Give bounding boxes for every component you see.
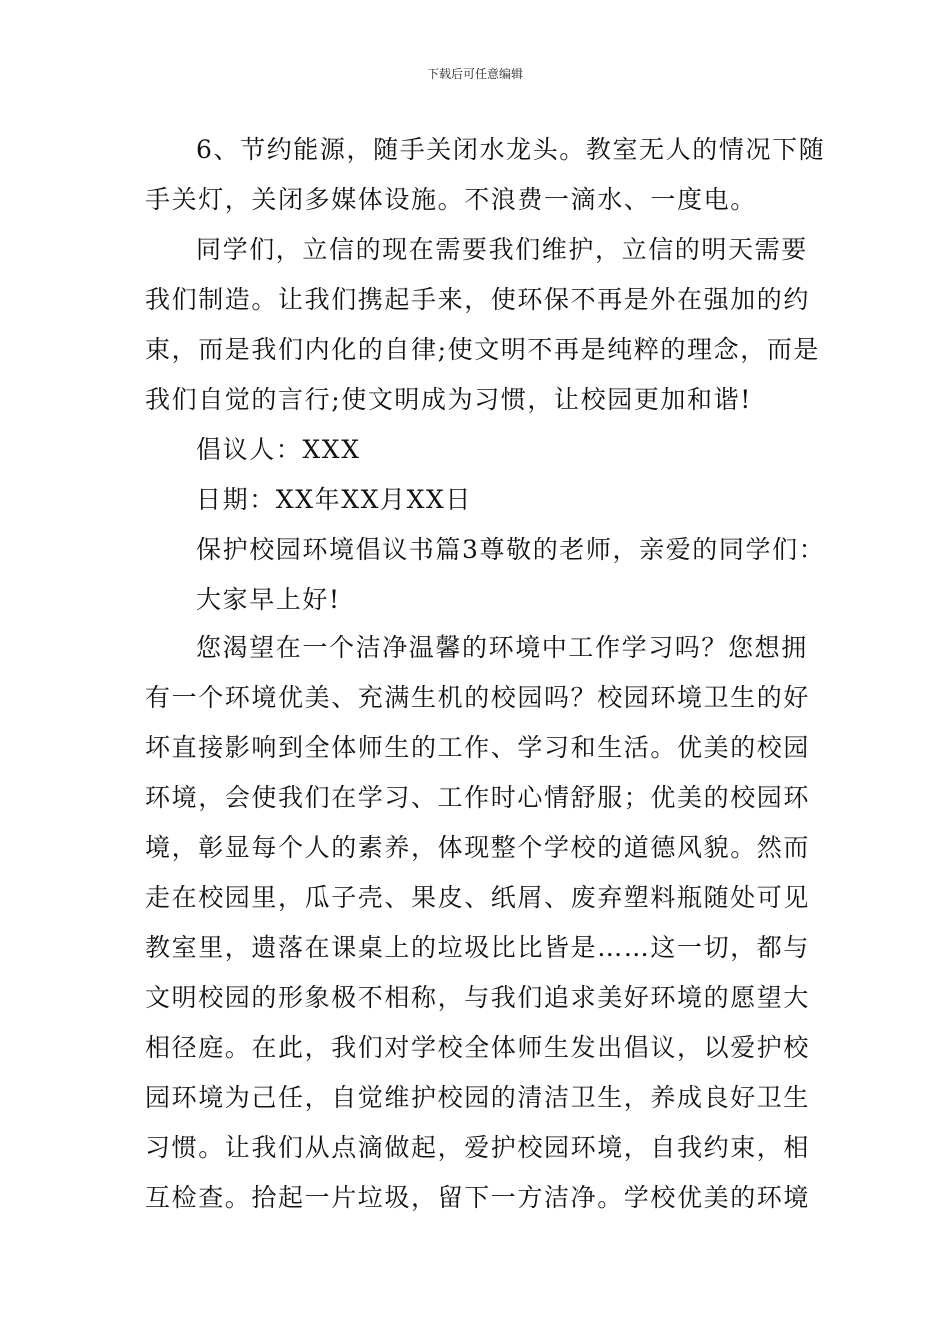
paragraph-line: 教室里，遗落在课桌上的垃圾比比皆是……这一切，都与: [145, 933, 811, 962]
paragraph-line: 同学们，立信的现在需要我们维护，立信的明天需要: [196, 235, 808, 264]
initiator-line: 倡议人：XXX: [196, 435, 361, 464]
paragraph-line: 6、节约能源，随手关闭水龙头。教室无人的情况下随: [196, 135, 826, 164]
paragraph-line: 我们自觉的言行;使文明成为习惯，让校园更加和谐!: [145, 385, 752, 414]
paragraph-line: 互检查。拾起一片垃圾，留下一方洁净。学校优美的环境: [145, 1183, 811, 1212]
paragraph-line: 有一个环境优美、充满生机的校园吗？校园环境卫生的好: [145, 683, 811, 712]
paragraph-line: 相径庭。在此，我们对学校全体师生发出倡议，以爱护校: [145, 1033, 811, 1062]
paragraph-line: 境，彰显每个人的素养，体现整个学校的道德风貌。然而: [145, 833, 811, 862]
paragraph-line: 文明校园的形象极不相称，与我们追求美好环境的愿望大: [145, 983, 811, 1012]
paragraph-line: 园环境为己任，自觉维护校园的清洁卫生，养成良好卫生: [145, 1083, 811, 1112]
greeting-line: 大家早上好!: [196, 585, 341, 614]
section-title-line: 保护校园环境倡议书篇3尊敬的老师，亲爱的同学们：: [196, 535, 826, 564]
paragraph-line: 您渴望在一个洁净温馨的环境中工作学习吗？您想拥: [196, 633, 808, 662]
paragraph-line: 坏直接影响到全体师生的工作、学习和生活。优美的校园: [145, 733, 811, 762]
paragraph-line: 环境，会使我们在学习、工作时心情舒服；优美的校园环: [145, 783, 811, 812]
paragraph-line: 走在校园里，瓜子壳、果皮、纸屑、废弃塑料瓶随处可见: [145, 883, 811, 912]
paragraph-line: 束，而是我们内化的自律;使文明不再是纯粹的理念，而是: [145, 335, 821, 364]
paragraph-line: 手关灯，关闭多媒体设施。不浪费一滴水、一度电。: [145, 185, 757, 214]
page-header: 下载后可任意编辑: [426, 67, 523, 81]
paragraph-line: 习惯。让我们从点滴做起，爱护校园环境，自我约束，相: [145, 1133, 811, 1162]
date-line: 日期：XX年XX月XX日: [196, 485, 472, 514]
paragraph-line: 我们制造。让我们携起手来，使环保不再是外在强加的约: [145, 285, 811, 314]
